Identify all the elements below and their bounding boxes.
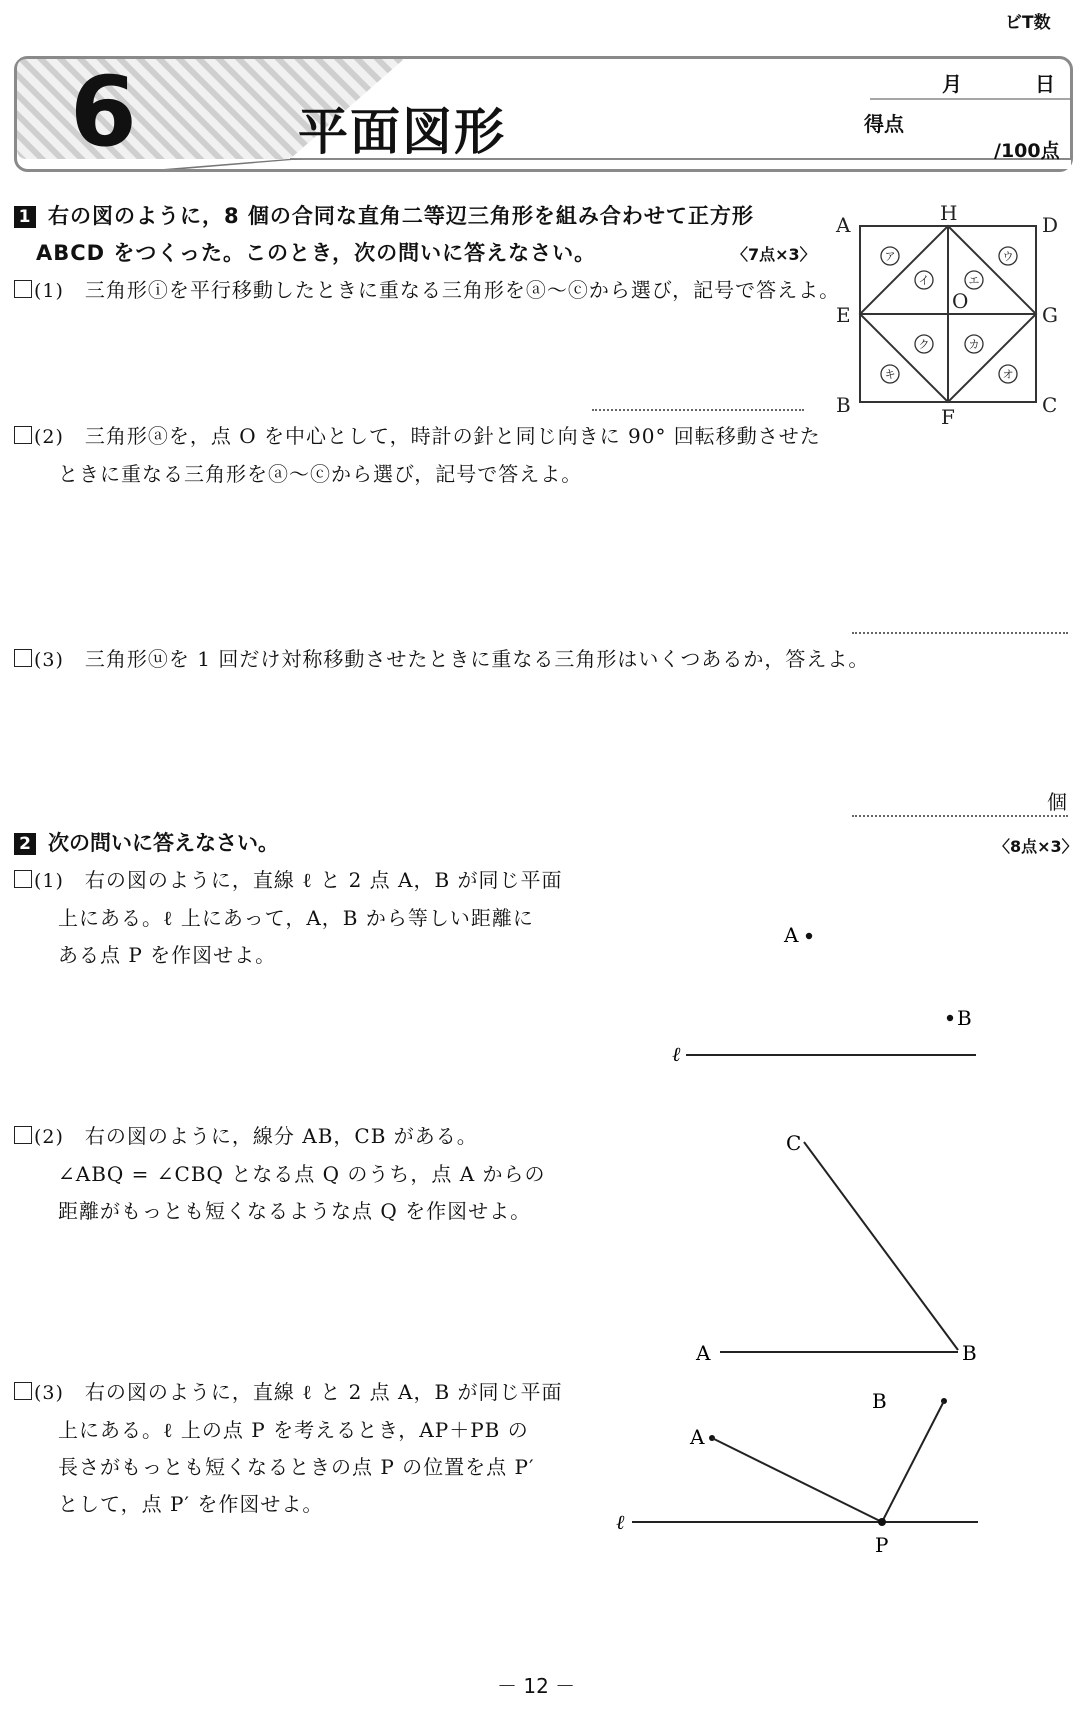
book-tag: ビT数 (1005, 13, 1051, 33)
s2-q3-figure (610, 1380, 990, 1560)
section2-instruction: 2 次の問いに答えなさい。 (14, 825, 279, 862)
s2-q1-figure (666, 918, 986, 1068)
checkbox[interactable] (14, 649, 32, 667)
section1-instruction: 1 右の図のように，8 個の合同な直角二等辺三角形を組み合わせて正方形 ABCD をつくった。このとき，次の問いに答えなさい。 (14, 198, 754, 272)
point-label-B: B (962, 1341, 977, 1365)
svg-text:ク: ク (918, 338, 930, 351)
vertex-F: F (941, 405, 955, 429)
s2-question-2: (2) 右の図のように，線分 AB，CB がある。 ∠ABQ = ∠CBQ となる点 Q のうち，点 A からの 距離がもっとも短くなるような点 Q を作図せよ。 (14, 1118, 546, 1230)
page-number: － 12 － (497, 1674, 576, 1698)
svg-text:エ: エ (968, 274, 980, 287)
segment-AP (712, 1438, 882, 1522)
checkbox[interactable] (14, 280, 32, 298)
vertex-G: G (1042, 303, 1058, 327)
point-P (878, 1518, 886, 1526)
triangle-label-ki (881, 365, 899, 383)
score-label: 得点 (864, 112, 904, 136)
vertex-H: H (940, 202, 958, 225)
checkbox[interactable] (14, 1126, 32, 1144)
section1-points: 〈7点×3〉 (732, 245, 816, 264)
section1-number: 1 (14, 206, 36, 228)
point-B (947, 1015, 953, 1021)
checkbox[interactable] (14, 426, 32, 444)
point-label-B: B (957, 1006, 972, 1030)
triangle-label-o (999, 365, 1017, 383)
s2-q2-figure (690, 1124, 990, 1374)
point-A (806, 933, 812, 939)
section2-number: 2 (14, 833, 36, 855)
answer-line-s1-q2[interactable] (852, 632, 1068, 634)
vertex-D: D (1042, 213, 1059, 237)
segment-PB (882, 1401, 944, 1522)
s1-question-2: (2) 三角形ⓐを，点 O を中心として，時計の針と同じ向きに 90° 回転移動させた ときに重なる三角形をⓐ〜ⓒから選び，記号で答えよ。 (14, 418, 821, 493)
checkbox[interactable] (14, 870, 32, 888)
point-label-A: A (696, 1341, 711, 1365)
chapter-number: 6 (70, 56, 137, 168)
line-label-l: ℓ (672, 1042, 681, 1066)
svg-text:ア: ア (884, 250, 896, 263)
checkbox[interactable] (14, 1382, 32, 1400)
svg-text:ウ: ウ (1002, 250, 1014, 263)
vertex-E: E (836, 303, 851, 327)
svg-text:オ: オ (1002, 368, 1014, 381)
s2-question-1: (1) 右の図のように，直線 ℓ と 2 点 A，B が同じ平面 上にある。ℓ 上にあって，A，B から等しい距離に ある点 P を作図せよ。 (14, 862, 563, 974)
svg-text:カ: カ (968, 338, 980, 351)
triangle-label-i (915, 271, 933, 289)
section2-points: 〈8点×3〉 (994, 837, 1078, 856)
answer-unit: 個 (1047, 790, 1067, 814)
chapter-title: 平面図形 (298, 103, 506, 161)
triangle-label-ku (915, 335, 933, 353)
point-label-A: A (784, 923, 799, 947)
triangle-label-u (999, 247, 1017, 265)
chapter-header (14, 56, 1073, 172)
day-label: 日 (1035, 72, 1055, 96)
answer-line-s1-q1[interactable] (592, 409, 804, 411)
score-total: /100点 (994, 140, 1060, 162)
square-figure (832, 202, 1072, 432)
s1-question-3: (3) 三角形ⓤを 1 回だけ対称移動させたときに重なる三角形はいくつあるか，答えよ。 (14, 641, 869, 679)
triangle-label-e (965, 271, 983, 289)
vertex-B: B (836, 393, 851, 417)
segment-CB (804, 1142, 958, 1350)
point-label-C: C (786, 1131, 802, 1155)
point-label-A: A (690, 1425, 705, 1449)
vertex-A: A (836, 213, 851, 237)
vertex-O: O (952, 289, 969, 313)
svg-text:イ: イ (918, 274, 930, 287)
triangle-label-a (881, 247, 899, 265)
header-frame (14, 56, 1073, 172)
answer-line-s1-q3[interactable] (852, 815, 1068, 817)
line-label-l: ℓ (616, 1510, 625, 1534)
point-label-P: P (875, 1533, 889, 1557)
triangle-label-ka (965, 335, 983, 353)
point-label-B: B (872, 1389, 887, 1413)
svg-text:キ: キ (884, 368, 896, 381)
vertex-C: C (1042, 393, 1058, 417)
s1-question-1: (1) 三角形ⓘを平行移動したときに重なる三角形をⓐ〜ⓒから選び，記号で答えよ。 (14, 272, 840, 310)
s2-question-3: (3) 右の図のように，直線 ℓ と 2 点 A，B が同じ平面 上にある。ℓ 上の点 P を考えるとき，AP＋PB の 長さがもっとも短くなるときの点 P の位置を点 P′ として，点 P′ を作図せよ。 (14, 1374, 563, 1523)
month-label: 月 (942, 72, 962, 96)
